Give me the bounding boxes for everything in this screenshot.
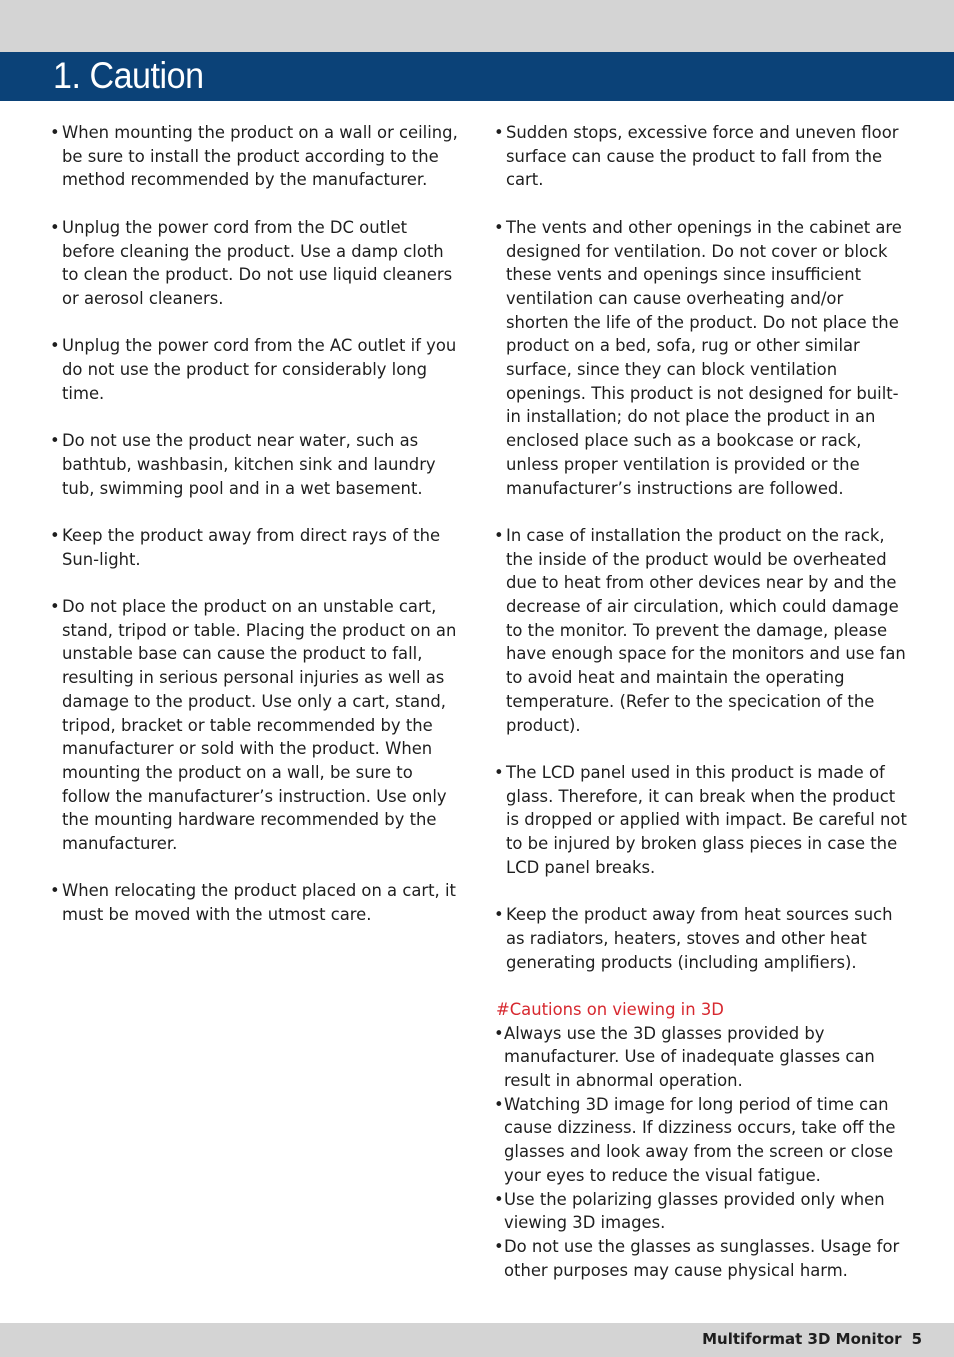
viewing-3d-item: • Do not use the glasses as sunglasses. Usage for other purposes may cause physical harm. bbox=[494, 1236, 900, 1280]
bullet-icon: • bbox=[494, 123, 504, 142]
caution-item: • Keep the product away from heat sources such as radiators, heaters, stoves and other heat generating products (including amplifiers). bbox=[494, 905, 893, 972]
caution-item: • When relocating the product placed on a cart, it must be moved with the utmost care. bbox=[50, 881, 456, 925]
bullet-icon: • bbox=[50, 525, 60, 545]
bullet-icon: • bbox=[494, 1189, 504, 1209]
bullet-icon: • bbox=[50, 431, 60, 451]
footer-product: Multiformat 3D Monitor bbox=[702, 1330, 902, 1348]
caution-item: • Keep the product away from direct rays of the Sun-light. bbox=[50, 525, 441, 569]
bullet-icon: • bbox=[494, 762, 504, 782]
caution-item: • Unplug the power cord from the DC outlet before cleaning the product. Use a damp cloth to clean the product. Do not use liquid cleaners or aerosol cleaners. bbox=[50, 217, 453, 308]
bullet-icon: • bbox=[494, 217, 504, 237]
caution-item: • Do not place the product on an unstable cart, stand, tripod or table. Placing the product on an unstable base can cause the product to fall, resulting in serious personal injuries as well as damage to the product. Use only a cart, stand, tripod, bracket or table recommended by the manufacturer or sold with the product. When mounting the product on a wall, be sure to follow the manufacturer’s instruction. Use only the mounting hardware recommended by the manufacturer. bbox=[50, 596, 457, 854]
viewing-3d-item: • Always use the 3D glasses provided by manufacturer. Use of inadequate glasses can result in abnormal operation. bbox=[494, 1023, 875, 1091]
bullet-icon: • bbox=[50, 881, 60, 901]
page-number: 5 bbox=[911, 1330, 922, 1348]
caution-item: • Sudden stops, excessive force and uneven floor surface can cause the product to fall from the cart. bbox=[494, 123, 899, 190]
page-title: 1. Caution bbox=[53, 55, 204, 96]
bullet-icon: • bbox=[494, 905, 504, 925]
viewing-3d-item: • Watching 3D image for long period of time can cause dizziness. If dizziness occurs, take off the glasses and look away from the screen or close your eyes to reduce the visual fatigue. bbox=[494, 1094, 896, 1185]
viewing-3d-heading: #Cautions on viewing in 3D bbox=[496, 999, 724, 1019]
viewing-3d-item: • Use the polarizing glasses provided only when viewing 3D images. bbox=[494, 1189, 885, 1233]
bullet-icon: • bbox=[494, 1023, 504, 1043]
caution-item: • In case of installation the product on the rack, the inside of the product would be overheated due to heat from other devices near by and the decrease of air circulation, which could damage to the monitor. To prevent the damage, please have enough space for the monitors and use fan to avoid heat and maintain the operating temperature. (Refer to the specication of the product). bbox=[494, 525, 906, 735]
left-column bbox=[50, 121, 465, 951]
footer-band bbox=[0, 1323, 954, 1357]
bullet-icon: • bbox=[494, 1094, 504, 1114]
caution-item: • The vents and other openings in the cabinet are designed for ventilation. Do not cover or block these vents and openings since insufficient ventilation can cause overheating and/or shorten the life of the product. Do not place the product on a bed, sofa, rug or other similar surface, since they can block ventilation openings. This product is not designed for built-in installation; do not place the product in an enclosed place such as a bookcase or rack, unless proper ventilation is provided or the manufacturer’s instructions are followed. bbox=[494, 217, 902, 498]
right-column bbox=[494, 121, 909, 1282]
footer-label bbox=[702, 1330, 922, 1348]
bullet-icon: • bbox=[494, 1236, 504, 1256]
top-band bbox=[0, 0, 954, 52]
bullet-icon: • bbox=[50, 336, 60, 356]
caution-item: • The LCD panel used in this product is made of glass. Therefore, it can break when the product is dropped or applied with impact. Be careful not to be injured by broken glass pieces in case the LCD panel breaks. bbox=[494, 762, 907, 877]
caution-item: • When mounting the product on a wall or ceiling, be sure to install the product according to the method recommended by the manufacturer. bbox=[50, 123, 458, 190]
caution-item: • Do not use the product near water, such as bathtub, washbasin, kitchen sink and laundry tub, swimming pool and in a wet basement. bbox=[50, 431, 436, 498]
title-bar bbox=[0, 52, 954, 101]
bullet-icon: • bbox=[494, 525, 504, 545]
bullet-icon: • bbox=[50, 217, 60, 237]
bullet-icon: • bbox=[50, 596, 60, 616]
caution-item: • Unplug the power cord from the AC outlet if you do not use the product for considerably long time. bbox=[50, 336, 457, 403]
bullet-icon: • bbox=[50, 123, 60, 142]
